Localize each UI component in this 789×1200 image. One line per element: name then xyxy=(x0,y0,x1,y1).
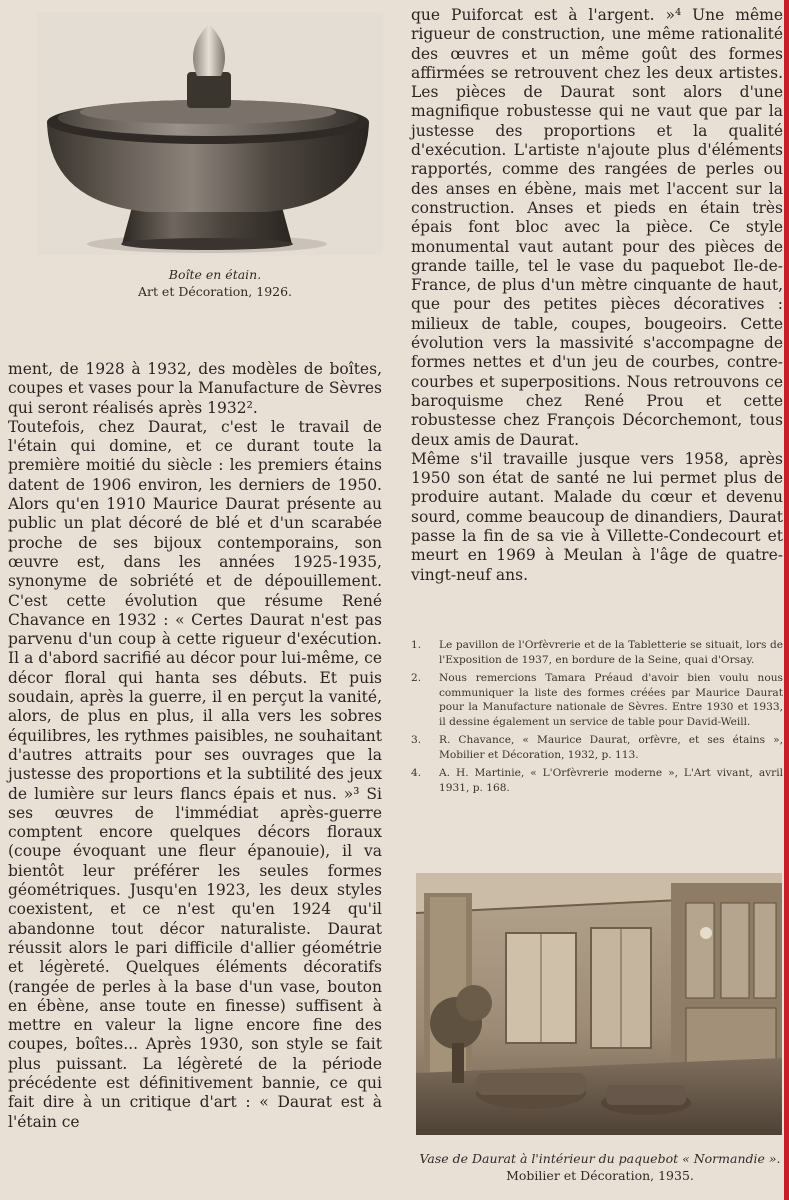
footnote-text: A. H. Martinie, « L'Orfèvrerie moderne », L'Art vivant, avril 1931, p. 168. xyxy=(439,767,783,794)
footnote-text: Nous remercions Tamara Préaud d'avoir bien voulu nous communiquer la liste des formes créées par Maurice Daurat pour la Manufacture nationale de Sèvres. Entre 1930 et 1933, il dessine également un service de table pour David-Weill. xyxy=(439,672,783,728)
footnote-number: 4. xyxy=(411,767,422,779)
left-paragraph: ment, de 1928 à 1932, des modèles de boîtes, coupes et vases pour la Manufacture de Sèvres qui seront réalisés après 1932². xyxy=(8,360,382,417)
red-margin-rule xyxy=(784,0,789,1200)
bottom-caption-source: Mobilier et Décoration, 1935. xyxy=(506,1168,694,1183)
footnote xyxy=(411,671,783,729)
pewter-box-illustration xyxy=(37,12,383,255)
footnote-number: 3. xyxy=(411,734,422,746)
footnote-text: R. Chavance, « Maurice Daurat, orfèvre, et ses étains », Mobilier et Décoration, 1932, p. 113. xyxy=(439,734,783,761)
left-column-text xyxy=(8,360,382,1132)
bottom-photo-caption xyxy=(410,1150,789,1184)
footnote-number: 2. xyxy=(411,672,422,684)
left-paragraph: Toutefois, chez Daurat, c'est le travail de l'étain qui domine, et ce durant toute la première moitié du siècle : les premiers étains datent de 1906 environ, les derniers de 1950. Alors qu'en 1910 Maurice Daurat présente au public un plat décoré de blé et d'un scarabée proche de ses bijoux contemporains, son œuvre est, dans les années 1925-1935, synonyme de sobriété et de dépouillement. C'est cette évolution que résume René Chavance en 1932 : « Certes Daurat n'est pas parvenu d'un coup à cette rigueur d'exécution. Il a d'abord sacrifié au décor pour lui-même, ce décor floral qui hanta ses débuts. Et puis soudain, après la guerre, il en perçut la vanité, alors, de plus en plus, il alla vers les sobres équilibres, les rythmes paisibles, ne souhaitant d'autres attraits pour ses ouvrages que la justesse des proportions et la subtilité des jeux de lumière sur leurs flancs épais et nus. »³ Si ses œuvres de l'immédiat après-guerre comptent encore quelques décors floraux (coupe évoquant une fleur épanouie), il va bientôt leur préférer les seules formes géométriques. Jusqu'en 1923, les deux styles coexistent, et ce n'est qu'en 1924 qu'il abandonne tout décor naturaliste. Daurat réussit alors le pari difficile d'allier géométrie et légèreté. Quelques éléments décoratifs (rangée de perles à la base d'un vase, bouton en ébène, anse toute en finesse) suffisent à mettre en valeur la ligne encore fine des coupes, boîtes... Après 1930, son style se fait plus puissant. La légèreté de la période précédente est définitivement bannie, ce qui fait dire à un critique d'art : « Daurat est à l'étain ce xyxy=(8,417,382,1131)
footnote xyxy=(411,638,783,667)
footnote xyxy=(411,766,783,795)
right-paragraph: Même s'il travaille jusque vers 1958, après 1950 son état de santé ne lui permet plus de produire autant. Malade du cœur et devenu sourd, comme beaucoup de dinandiers, Daurat passe la fin de sa vie à Villette-Condecourt et meurt en 1969 à Meulan à l'âge de quatre-vingt-neuf ans. xyxy=(411,449,783,584)
right-column-text xyxy=(411,6,783,585)
footnote xyxy=(411,733,783,762)
footnote-text: Le pavillon de l'Orfèvrerie et de la Tabletterie se situait, lors de l'Exposition de 1937, en bordure de la Seine, quai d'Orsay. xyxy=(439,639,783,666)
liner-interior-illustration xyxy=(416,873,782,1135)
footnotes-list xyxy=(411,638,783,799)
liner-interior-photo xyxy=(416,873,782,1135)
top-photo-caption xyxy=(50,266,380,300)
right-paragraph: que Puiforcat est à l'argent. »⁴ Une même rigueur de construction, une même rationalité des œuvres et un même goût des formes affirmées se retrouvent chez les deux artistes. Les pièces de Daurat sont alors d'une magnifique robustesse qui ne vaut que par la justesse des proportions et la qualité d'exécution. L'artiste n'ajoute plus d'éléments rapportés, comme des rangées de perles ou des anses en ébène, mais met l'accent sur la construction. Anses et pieds en étain très épais font bloc avec la pièce. Ce style monumental vaut autant pour des pièces de grande taille, tel le vase du paquebot Ile-de-France, de plus d'un mètre cinquante de haut, que pour des petites pièces décoratives : milieux de table, coupes, bougeoirs. Cette évolution vers la massivité s'accompagne de formes nettes et d'un jeu de courbes, contre-courbes et superpositions. Nous retrouvons ce baroquisme chez René Prou et cette robustesse chez François Décorchemont, tous deux amis de Daurat. xyxy=(411,6,783,449)
top-caption-title: Boîte en étain. xyxy=(168,267,262,282)
pewter-box-photo xyxy=(37,12,383,255)
top-caption-source: Art et Décoration, 1926. xyxy=(137,284,293,299)
footnote-number: 1. xyxy=(411,639,422,651)
bottom-caption-title: Vase de Daurat à l'intérieur du paquebot « Normandie ». xyxy=(419,1151,781,1166)
